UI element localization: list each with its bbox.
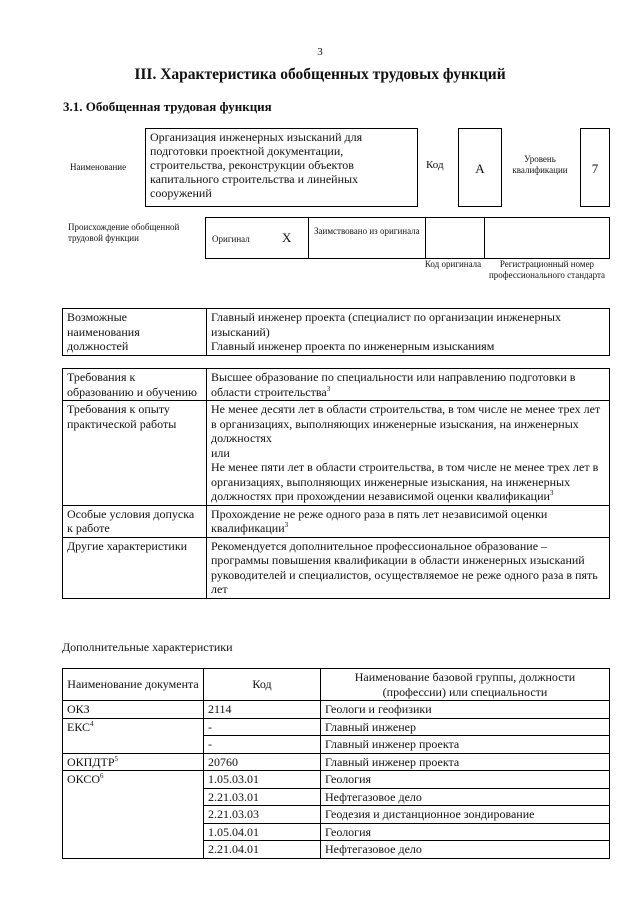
req-value: Не менее десяти лет в области строительства, в том числе не менее трех лет в организациях, выполняющих инженерные изыскания, на инженерных должностях или Не менее пяти лет в области строительства, в том числе не менее трех лет в организациях, выполняющих инженерные изыскания, на инженерных должностях при прохождении независимой оценки квалификации$^3$ bbox=[207, 401, 610, 506]
additional-table bbox=[62, 668, 610, 859]
col-header: Наименование документа bbox=[63, 669, 204, 701]
additional-heading: Дополнительные характеристики bbox=[62, 640, 233, 654]
positions-table bbox=[62, 308, 610, 356]
borrowed-label: Заимствовано из оригинала bbox=[314, 226, 420, 236]
positions-value bbox=[207, 309, 610, 356]
doc-code: 2114 bbox=[204, 701, 321, 719]
doc-code: 2.21.03.03 bbox=[204, 806, 321, 824]
col-header: Код bbox=[204, 669, 321, 701]
table-row bbox=[63, 718, 610, 736]
position-line: Главный инженер проекта (специалист по организации инженерных изысканий) bbox=[211, 310, 561, 339]
original-mark: Х bbox=[282, 230, 292, 245]
name-label: Наименование bbox=[70, 162, 127, 172]
doc-title: Геологи и геофизики bbox=[321, 701, 610, 719]
doc-code: - bbox=[204, 718, 321, 736]
divider bbox=[425, 217, 426, 259]
section-title: III. Характеристика обобщенных трудовых функций bbox=[134, 66, 506, 83]
positions-label: Возможные наименования должностей bbox=[63, 309, 207, 356]
divider bbox=[484, 217, 485, 259]
subsection-title: 3.1. Обобщенная трудовая функция bbox=[63, 99, 272, 114]
level-label: Уровень квалификации bbox=[512, 154, 568, 175]
doc-name: ОКЗ bbox=[63, 701, 204, 719]
doc-name: ЕКС$^4$ bbox=[63, 718, 204, 753]
doc-code: 1.05.03.01 bbox=[204, 771, 321, 789]
code-label: Код bbox=[426, 159, 444, 171]
doc-title: Главный инженер bbox=[321, 718, 610, 736]
name-value: Организация инженерных изысканий для подготовки проектной документации, строительства, реконструкции объектов капитального строительства и линейных сооружений bbox=[145, 128, 418, 207]
col-header: Наименование базовой группы, должности (профессии) или специальности bbox=[321, 669, 610, 701]
doc-title: Главный инженер проекта bbox=[321, 753, 610, 771]
origin-label: Происхождение обобщенной трудовой функции bbox=[68, 222, 180, 243]
req-label: Другие характеристики bbox=[63, 537, 207, 598]
table-row bbox=[63, 701, 610, 719]
table-row bbox=[63, 771, 610, 789]
req-value: Прохождение не реже одного раза в пять лет независимой оценки квалификации$^3$ bbox=[207, 505, 610, 537]
doc-title: Геодезия и дистанционное зондирование bbox=[321, 806, 610, 824]
reg-caption: Регистрационный номер профессионального стандарта bbox=[488, 259, 606, 280]
doc-code: - bbox=[204, 736, 321, 754]
page-number: 3 bbox=[317, 46, 323, 58]
doc-title: Главный инженер проекта bbox=[321, 736, 610, 754]
requirements-table bbox=[62, 368, 610, 599]
level-value: 7 bbox=[580, 128, 610, 207]
code-caption: Код оригинала bbox=[424, 259, 482, 269]
code-value: А bbox=[458, 128, 502, 207]
req-label: Требования к образованию и обучению bbox=[63, 369, 207, 401]
doc-code: 1.05.04.01 bbox=[204, 823, 321, 841]
doc-code: 2.21.04.01 bbox=[204, 841, 321, 859]
doc-code: 2.21.03.01 bbox=[204, 788, 321, 806]
doc-name: ОКПДТР$^5$ bbox=[63, 753, 204, 771]
req-label: Особые условия допуска к работе bbox=[63, 505, 207, 537]
position-line: Главный инженер проекта по инженерным изысканиям bbox=[211, 339, 495, 353]
doc-name: ОКСО$^6$ bbox=[63, 771, 204, 859]
doc-title: Нефтегазовое дело bbox=[321, 788, 610, 806]
req-value: Высшее образование по специальности или направлению подготовки в области строительства$^3$ bbox=[207, 369, 610, 401]
divider bbox=[308, 217, 309, 259]
doc-title: Геология bbox=[321, 823, 610, 841]
req-value: Рекомендуется дополнительное профессиональное образование – программы повышения квалификации в области инженерных изысканий руководителей и специалистов, осуществляемое не реже одного раза в пять лет bbox=[207, 537, 610, 598]
table-row bbox=[63, 753, 610, 771]
origin-box bbox=[205, 217, 610, 259]
doc-title: Геология bbox=[321, 771, 610, 789]
req-label: Требования к опыту практической работы bbox=[63, 401, 207, 506]
original-label: Оригинал bbox=[212, 234, 250, 244]
doc-title: Нефтегазовое дело bbox=[321, 841, 610, 859]
doc-code: 20760 bbox=[204, 753, 321, 771]
